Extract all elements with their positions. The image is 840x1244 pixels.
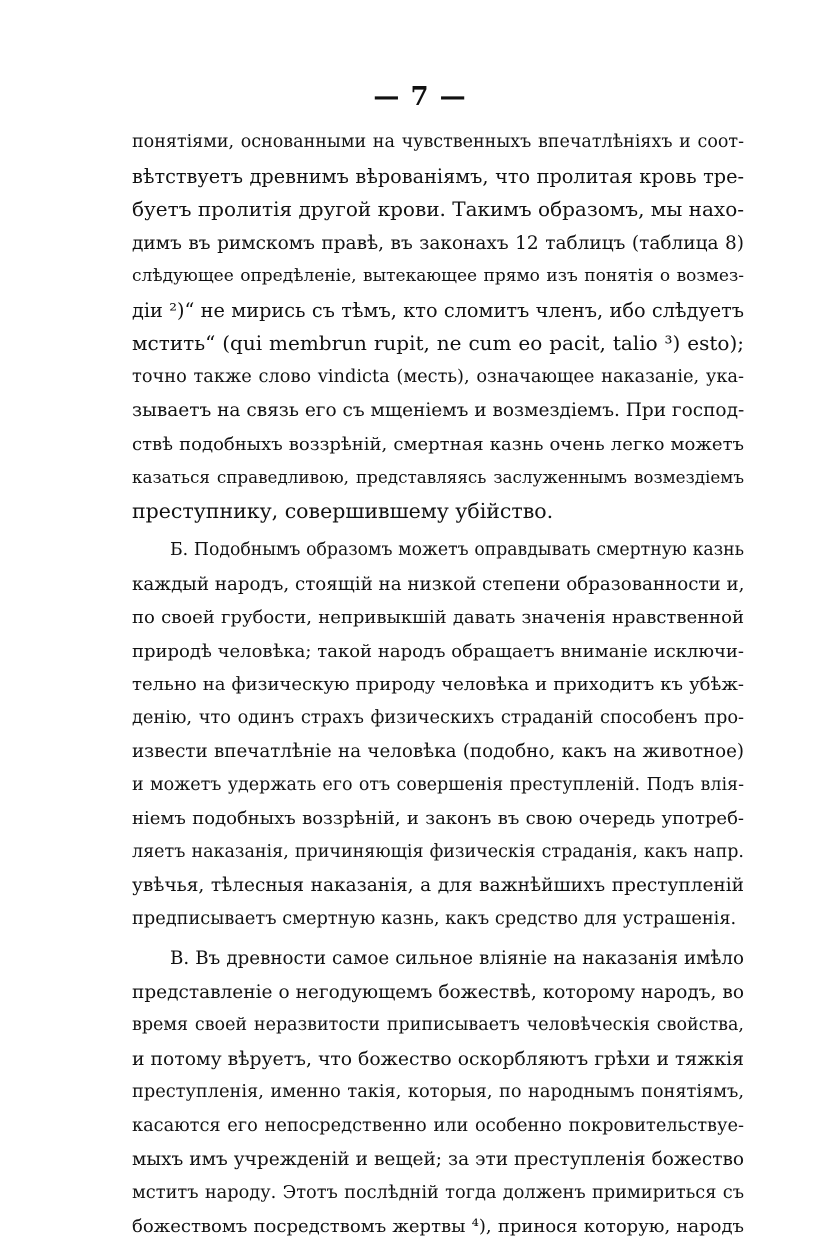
text-line: вѣтствуетъ древнимъ вѣрованіямъ, что пролитая кровь тре- xyxy=(132,164,744,188)
text-line: ствѣ подобныхъ воззрѣній, смертная казнь очень легко можетъ xyxy=(132,433,744,455)
text-line: и потому вѣруетъ, что божество оскорбляютъ грѣхи и тяжкія xyxy=(132,1048,744,1070)
text-line: преступленія, именно такія, которыя, по народнымъ понятіямъ, xyxy=(132,1082,744,1102)
text-line: мстить“ (qui membrun rupit, ne cum eo pacit, talio ³) esto); xyxy=(132,331,744,355)
text-line: точно также слово vindicta (месть), означающее наказаніе, ука- xyxy=(132,366,744,387)
text-line: представленіе о негодующемъ божествѣ, которому народъ, во xyxy=(132,981,744,1003)
page-number: — 7 — xyxy=(373,82,467,112)
text-line: предписываетъ смертную казнь, какъ средство для устрашенія. xyxy=(132,908,737,929)
text-line: буетъ пролитія другой крови. Такимъ образомъ, мы нахо- xyxy=(132,197,744,221)
body-text xyxy=(132,126,744,1244)
text-line: денію, что одинъ страхъ физическихъ страданій способенъ про- xyxy=(132,707,744,728)
text-line: димъ въ римскомъ правѣ, въ законахъ 12 таблицъ (таблица 8) xyxy=(132,232,744,254)
text-line: извести впечатлѣніе на человѣка (подобно, какъ на животное) xyxy=(132,741,744,762)
text-line: тельно на физическую природу человѣка и приходитъ къ убѣж- xyxy=(132,674,744,695)
text-line: и можетъ удержать его отъ совершенія преступленій. Подъ влія- xyxy=(132,774,744,795)
text-line: діи ²)“ не мирись съ тѣмъ, кто сломитъ членъ, ибо слѣдуетъ xyxy=(132,298,744,322)
paragraph-v-first-line: В. Въ древности самое сильное вліяніе на наказанія имѣло xyxy=(170,948,744,969)
text-line: мыхъ имъ учрежденій и вещей; за эти преступленія божество xyxy=(132,1149,744,1170)
text-line: слѣдующее опредѣленіе, вытекающее прямо изъ понятія о возмез- xyxy=(132,266,744,286)
text-line: казаться справедливою, представляясь заслуженнымъ возмездіемъ xyxy=(132,467,744,487)
text-line: преступнику, совершившему убійство. xyxy=(132,498,554,523)
text-line: ляетъ наказанія, причиняющія физическія страданія, какъ напр. xyxy=(132,841,744,862)
text-line: увѣчья, тѣлесныя наказанія, а для важнѣйшихъ преступленій xyxy=(132,875,744,896)
text-line: зываетъ на связь его съ мщеніемъ и возмездіемъ. При господ- xyxy=(132,400,745,421)
text-line: природѣ человѣка; такой народъ обращаетъ вниманіе исключи- xyxy=(132,640,744,662)
text-line: понятіями, основанными на чувственныхъ впечатлѣніяхъ и соот- xyxy=(132,132,744,152)
text-line: каждый народъ, стоящій на низкой степени образованности и, xyxy=(132,573,745,595)
text-line: божествомъ посредствомъ жертвы ⁴), принося которую, народъ xyxy=(132,1216,744,1237)
text-line: ніемъ подобныхъ воззрѣній, и законъ въ свою очередь употреб- xyxy=(132,808,744,829)
text-line: время своей неразвитости приписываетъ человѣческія свойства, xyxy=(132,1015,744,1035)
text-line: по своей грубости, непривыкшій давать значенія нравственной xyxy=(132,607,744,628)
text-line: касаются его непосредственно или особенно покровительствуе- xyxy=(132,1115,744,1136)
paragraph-b-first-line: Б. Подобнымъ образомъ можетъ оправдывать смертную казнь xyxy=(170,540,744,560)
text-line: мститъ народу. Этотъ послѣдній тогда долженъ примириться съ xyxy=(132,1182,744,1203)
